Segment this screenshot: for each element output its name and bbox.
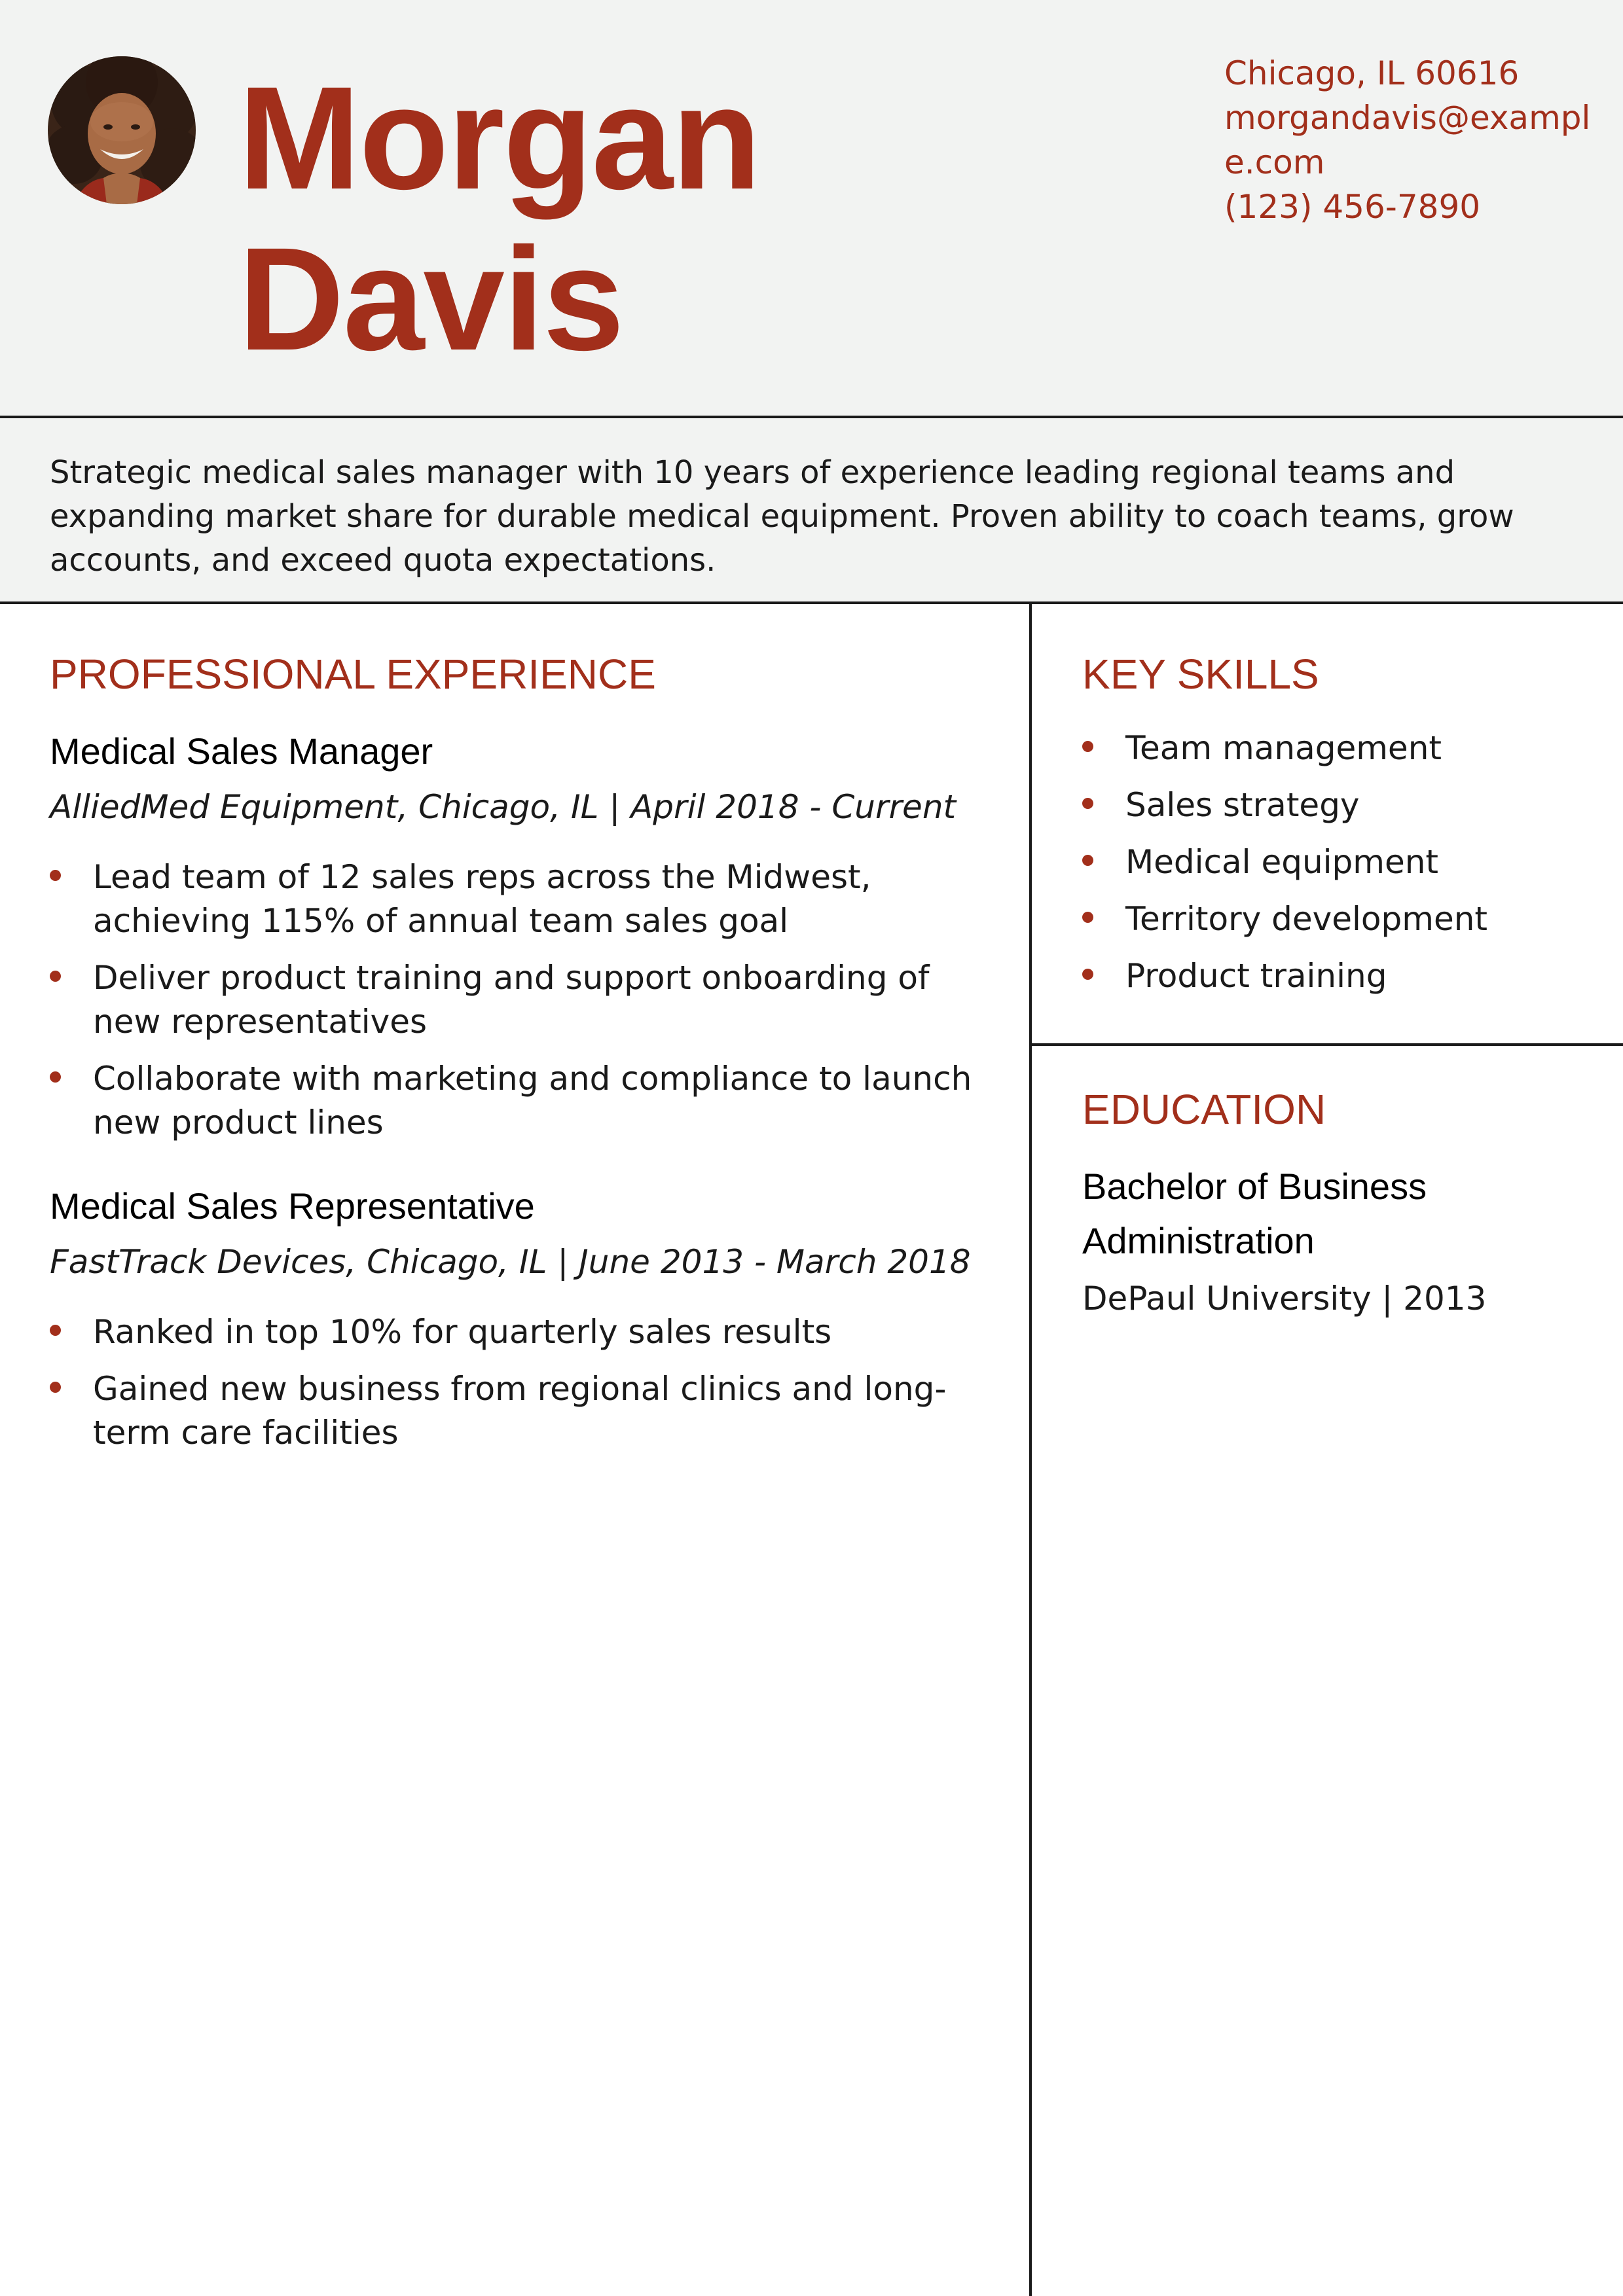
- bullet-icon: [50, 870, 61, 881]
- first-name: Morgan: [238, 56, 760, 220]
- education-section: [1082, 1083, 1593, 1321]
- job-bullets: [50, 1310, 993, 1455]
- bullet-icon: [1082, 855, 1093, 866]
- candidate-name: [238, 58, 760, 380]
- bullet-text: Deliver product training and support onboarding of new representatives: [93, 959, 930, 1041]
- skill-text: Product training: [1125, 957, 1387, 995]
- experience-section: [50, 648, 993, 1455]
- contact-location: Chicago, IL 60616: [1224, 54, 1520, 92]
- skills-section: [1082, 648, 1593, 1011]
- list-item: [50, 1367, 993, 1455]
- avatar-photo-icon: [48, 56, 196, 204]
- job-title: Medical Sales Manager: [50, 730, 433, 772]
- experience-heading: PROFESSIONAL EXPERIENCE: [50, 651, 656, 698]
- bullet-icon: [50, 971, 61, 982]
- bullet-text: Lead team of 12 sales reps across the Midwest, achieving 115% of annual team sales goal: [93, 858, 871, 940]
- contact-email[interactable]: morgandavis@example.com: [1224, 99, 1591, 181]
- bullet-text: Gained new business from regional clinics and long-term care facilities: [93, 1370, 947, 1452]
- school-info: DePaul University | 2013: [1082, 1280, 1487, 1318]
- job-meta: AlliedMed Equipment, Chicago, IL | April 2018 - Current: [50, 788, 957, 826]
- skill-text: Territory development: [1125, 900, 1488, 938]
- summary-text: Strategic medical sales manager with 10 years of experience leading regional teams and expanding market share for durable medical equipment. Proven ability to coach teams, grow accounts, and exceed quota expectations.: [50, 454, 1514, 579]
- list-item: [50, 956, 993, 1044]
- skill-item: [1082, 783, 1593, 827]
- skills-list: [1082, 726, 1593, 998]
- skill-item: [1082, 840, 1593, 884]
- list-item: [50, 1057, 993, 1145]
- skill-item: [1082, 954, 1593, 998]
- list-item: [50, 855, 993, 943]
- contact-info: [1224, 51, 1591, 229]
- skill-item: [1082, 726, 1593, 770]
- job-entry: [50, 1180, 993, 1455]
- job-bullets: [50, 855, 993, 1145]
- bullet-icon: [1082, 969, 1093, 980]
- resume-header: [0, 0, 1623, 418]
- degree-title: Bachelor of Business Administration: [1082, 1166, 1427, 1261]
- skill-text: Sales strategy: [1125, 786, 1360, 824]
- job-title: Medical Sales Representative: [50, 1185, 535, 1227]
- skill-item: [1082, 897, 1593, 941]
- bullet-icon: [50, 1071, 61, 1083]
- job-meta: FastTrack Devices, Chicago, IL | June 2013 - March 2018: [50, 1243, 971, 1281]
- skill-text: Medical equipment: [1125, 843, 1439, 881]
- education-heading: EDUCATION: [1082, 1086, 1326, 1133]
- bullet-icon: [50, 1325, 61, 1336]
- list-item: [50, 1310, 993, 1354]
- bullet-icon: [1082, 912, 1093, 923]
- summary-section: [0, 418, 1623, 604]
- bullet-icon: [50, 1382, 61, 1393]
- skill-text: Team management: [1125, 729, 1442, 767]
- contact-phone[interactable]: (123) 456-7890: [1224, 188, 1481, 226]
- section-divider: [1032, 1043, 1623, 1046]
- bullet-icon: [1082, 798, 1093, 809]
- job-entry: [50, 725, 993, 1145]
- bullet-text: Collaborate with marketing and compliance to launch new product lines: [93, 1060, 972, 1141]
- bullet-text: Ranked in top 10% for quarterly sales results: [93, 1313, 832, 1351]
- skills-heading: KEY SKILLS: [1082, 651, 1319, 698]
- profile-photo: [48, 56, 196, 204]
- last-name: Davis: [238, 217, 623, 381]
- column-divider: [1029, 604, 1032, 2296]
- bullet-icon: [1082, 741, 1093, 752]
